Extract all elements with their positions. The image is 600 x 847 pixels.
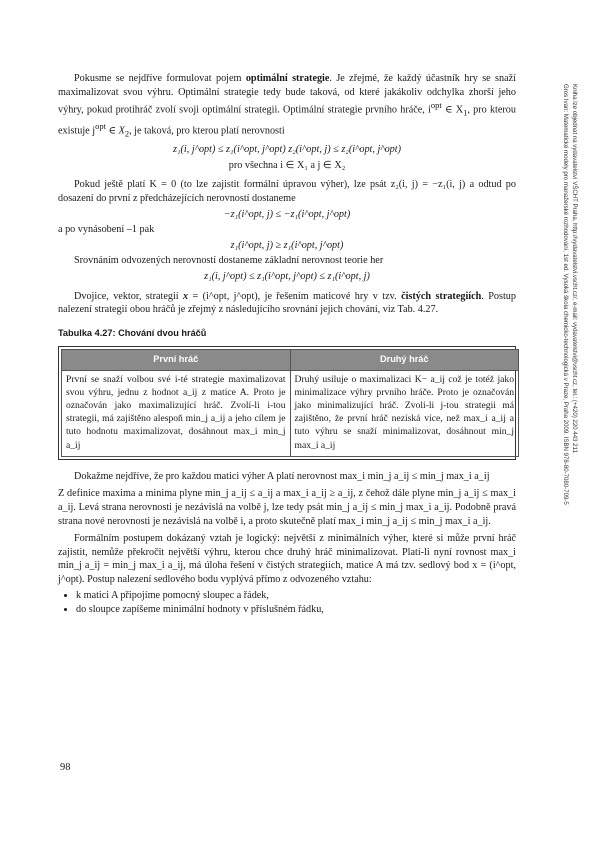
players-table bbox=[61, 349, 519, 456]
paragraph-saddle-point: Formálním postupem dokázaný vztah je logický: největší z minimálních výher, které si může první hráč zajistit, nemůže překročit největší výhru, kterou chce druhý hráč minimalizovat. Platí-li nyní rovnost max_i min_j a_ij = min_j max_i a_ij, má úloha řešení v čistých strategiích, matice A má tzv. sedlový bod x = (i^opt, j^opt). Postup nalezení sedlového bodu vyplývá přímo z odvozeného vztahu: bbox=[58, 533, 516, 585]
paragraph-zero-sum: Pokud ještě platí K = 0 (to lze zajistit formální úpravou výher), lze psát z₂(i, j) = −z₁(i, j) a odtud po dosazení do první z předcházejících nerovností dostaneme bbox=[58, 179, 516, 204]
term-pure-strategies: čistých strategiích bbox=[401, 290, 482, 302]
list-item: • k matici A připojíme pomocný sloupec a řádek, bbox=[76, 589, 516, 603]
cell-second-player: Druhý usiluje o maximalizaci K− a_ij což je totéž jako minimalizace výhry prvního hráče. Proto je označován jako minimalizující hráč. Zvolí-li j-tou strategii má zajištěno, že první hráč nezíská více, než max_i a_ij a tuto výhru se snaží minimalizovat, dosáhnout min_j max_i a_ij bbox=[290, 370, 519, 456]
paragraph-definition: Z definice maxima a minima plyne min_j a_ij ≤ a_ij a max_i a_ij ≥ a_ij, z čehož dále plyne min_j a_ij ≤ max_i a_ij. Levá strana nerovnosti je nezávislá na volbě j, lze tedy psát min_j a_ij ≤ min_j max_i a_ij. Podobně pravá strana nové nerovnosti je nezávislá na volbě i, a proto skutečně platí max_i min_j a_ij ≤ min_j max_i a_ij. bbox=[58, 488, 516, 527]
vector-x: x bbox=[183, 290, 189, 302]
paragraph-comparison: Srovnáním odvozených nerovností dostaneme základní nerovnost teorie her bbox=[74, 255, 384, 267]
page-number: 98 bbox=[60, 762, 71, 773]
sidebar-svg bbox=[556, 84, 586, 604]
cell-first-player: První se snaží volbou své i-té strategie maximalizovat svou výhru, jednu z hodnot a_ij z matice A. Proto je označován jako maximalizující hráč. Zvolí-li i-tou strategii, má zajištěno alespoň min_j a_ij a jeho cílem je tuto hodnotu maximalizovat, dosáhnout max_i min_j a_ij bbox=[62, 370, 291, 456]
text-body bbox=[58, 72, 516, 618]
equation-1: z₁(i, j^opt) ≤ z₁(i^opt, j^opt) z₂(i^opt, j) ≤ z₂(i^opt, j^opt) bbox=[173, 144, 401, 156]
sidebar-citation-line-1: Gros Ivan: Matematické modely pro manažerské rozhodování, 1st ed. Vysoká škola chemicko-technologická v Praze, Praha 2009. ISBN 978-80-7080-709-5 bbox=[562, 84, 569, 505]
bullet-list bbox=[58, 589, 516, 617]
equation-1-condition: pro všechna i ∈ X₁ a j ∈ X₂ bbox=[228, 159, 346, 171]
equation-3: z₁(i^opt, j) ≥ z₁(i^opt, j^opt) bbox=[230, 239, 344, 251]
header-second-player: Druhý hráč bbox=[290, 350, 519, 370]
table-caption: Tabulka 4.27: Chování dvou hráčů bbox=[58, 327, 207, 338]
paragraph-multiply: a po vynásobení –1 pak bbox=[58, 224, 155, 236]
paragraph-optimal-strategy: Pokusme se nejdříve formulovat pojem optimální strategie. Je zřejmé, že každý účastník hry se snaží maximalizovat svou výhru. Optimální strategie tedy bude taková, od které jakákoliv odchylka zhorší jeho výhry, pokud protihráč zvolí svoji optimální strategii. Optimální strategie prvního hráče, $i^{opt}$ ∈ $X_1$, pro kterou existuje $j^{opt}$ ∈ $X_2$, je taková, pro kterou platí nerovnosti bbox=[58, 73, 516, 139]
equation-2: −z₁(i^opt, j) ≤ −z₁(i^opt, j^opt) bbox=[223, 208, 351, 220]
term-optimal-strategy: optimální strategie bbox=[245, 73, 330, 84]
paragraph-proof-intro: Dokažme nejdříve, že pro každou matici výher A platí nerovnost max_i min_j a_ij ≤ min_j max_i a_ij bbox=[74, 470, 490, 482]
paragraph-pure-strategies: Dvojice, vektor, strategií x = (i^opt, j^opt), je řešením maticové hry v tzv. čistých strategiích. Postup nalezení strategií obou hráčů je zřejmý z následujícího srovnání jejich chování, viz Tab. 4.27. bbox=[58, 290, 516, 316]
header-first-player: První hráč bbox=[62, 350, 291, 370]
sidebar-citation bbox=[556, 84, 586, 604]
list-item: • do sloupce zapíšeme minimální hodnoty v příslušném řádku, bbox=[76, 603, 516, 617]
table-frame bbox=[58, 346, 516, 459]
equation-4: z₁(i, j^opt) ≤ z₁(i^opt, j^opt) ≤ z₁(i^opt, j) bbox=[204, 270, 370, 282]
sidebar-citation-line-2: Kniha lze objednat na vydavatelství VŠCHT Praha, http://vydavatelstvi.vscht.cz/, e-mail: vydavatelstvi@vscht.cz, tel.: (+420) 220 443 211 bbox=[571, 84, 578, 453]
